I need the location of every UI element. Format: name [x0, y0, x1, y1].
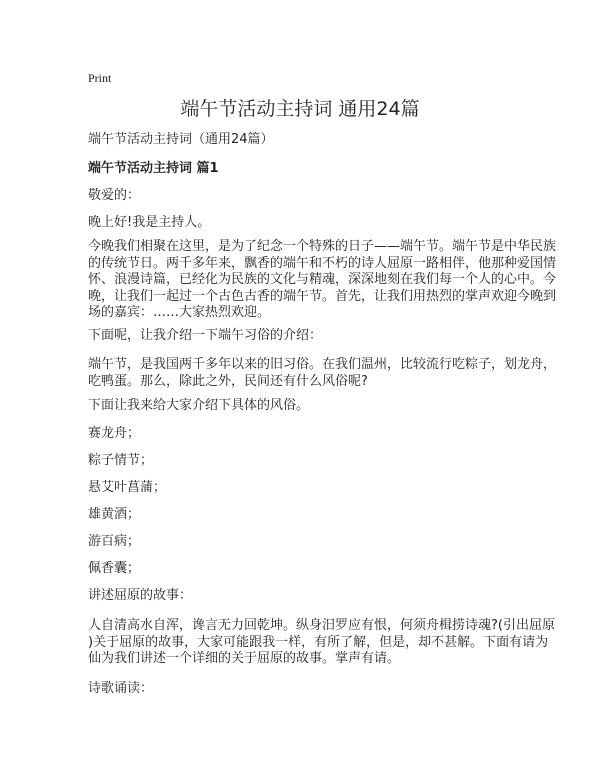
text-line: 怀、浪漫诗篇，已经化为民族的文化与精魂，深深地刻在我们每一个人的心中。今 — [88, 272, 557, 287]
hello-line: 晚上好!我是主持人。 — [88, 215, 211, 230]
custom-item: 粽子情节； — [88, 453, 154, 468]
page-title: 端午节活动主持词 通用24篇 — [180, 98, 420, 120]
section-heading: 端午节活动主持词 篇1 — [88, 161, 219, 176]
custom-item: 雄黄酒； — [88, 507, 141, 522]
custom-item: 游百病； — [88, 534, 141, 549]
text-line: 仙为我们讲述一个详细的关于屈原的故事。掌声有请。 — [88, 651, 401, 666]
story-paragraph — [88, 618, 555, 668]
custom-item: 悬艾叶菖蒲； — [88, 480, 167, 495]
text-line: 人自清高水自浑，谗言无力回乾坤。纵身汨罗应有恨，何须舟楫捞诗魂?(引出屈原 — [88, 618, 555, 633]
text-line: 今晚我们相聚在这里，是为了纪念一个特殊的日子——端午节。端午节是中华民族 — [88, 239, 557, 254]
custom-item: 赛龙舟； — [88, 426, 141, 441]
poem-heading: 诗歌诵读： — [88, 681, 154, 696]
text-line: 的传统节日。两千多年来，飘香的端午和不朽的诗人屈原一路相伴，他那种爱国情 — [88, 255, 557, 271]
customs-detail: 下面让我来给大家介绍下具体的风俗。 — [88, 398, 310, 413]
intro-paragraph — [88, 239, 556, 322]
print-link[interactable]: Print — [88, 71, 112, 85]
customs-description — [88, 357, 556, 390]
subtitle: 端午节活动主持词（通用24篇） — [88, 132, 274, 147]
text-line: 晚，让我们一起过一个古色古香的端午节。首先，让我们用热烈的掌声欢迎今晚到 — [88, 288, 557, 304]
custom-item: 佩香囊； — [88, 561, 141, 576]
customs-intro: 下面呢，让我介绍一下端午习俗的介绍： — [88, 328, 323, 343]
text-line: 端午节，是我国两千多年以来的旧习俗。在我们温州，比较流行吃粽子，划龙舟， — [88, 357, 557, 372]
text-line: 吃鸭蛋。那么，除此之外，民间还有什么风俗呢? — [88, 373, 368, 389]
text-line: )关于屈原的故事，大家可能跟我一样，有所了解，但是，却不甚解。下面有请为 — [88, 634, 549, 650]
text-line: 场的嘉宾：……大家热烈欢迎。 — [88, 305, 271, 320]
greeting: 敬爱的： — [88, 188, 141, 203]
story-heading: 讲述屈原的故事： — [88, 588, 193, 603]
